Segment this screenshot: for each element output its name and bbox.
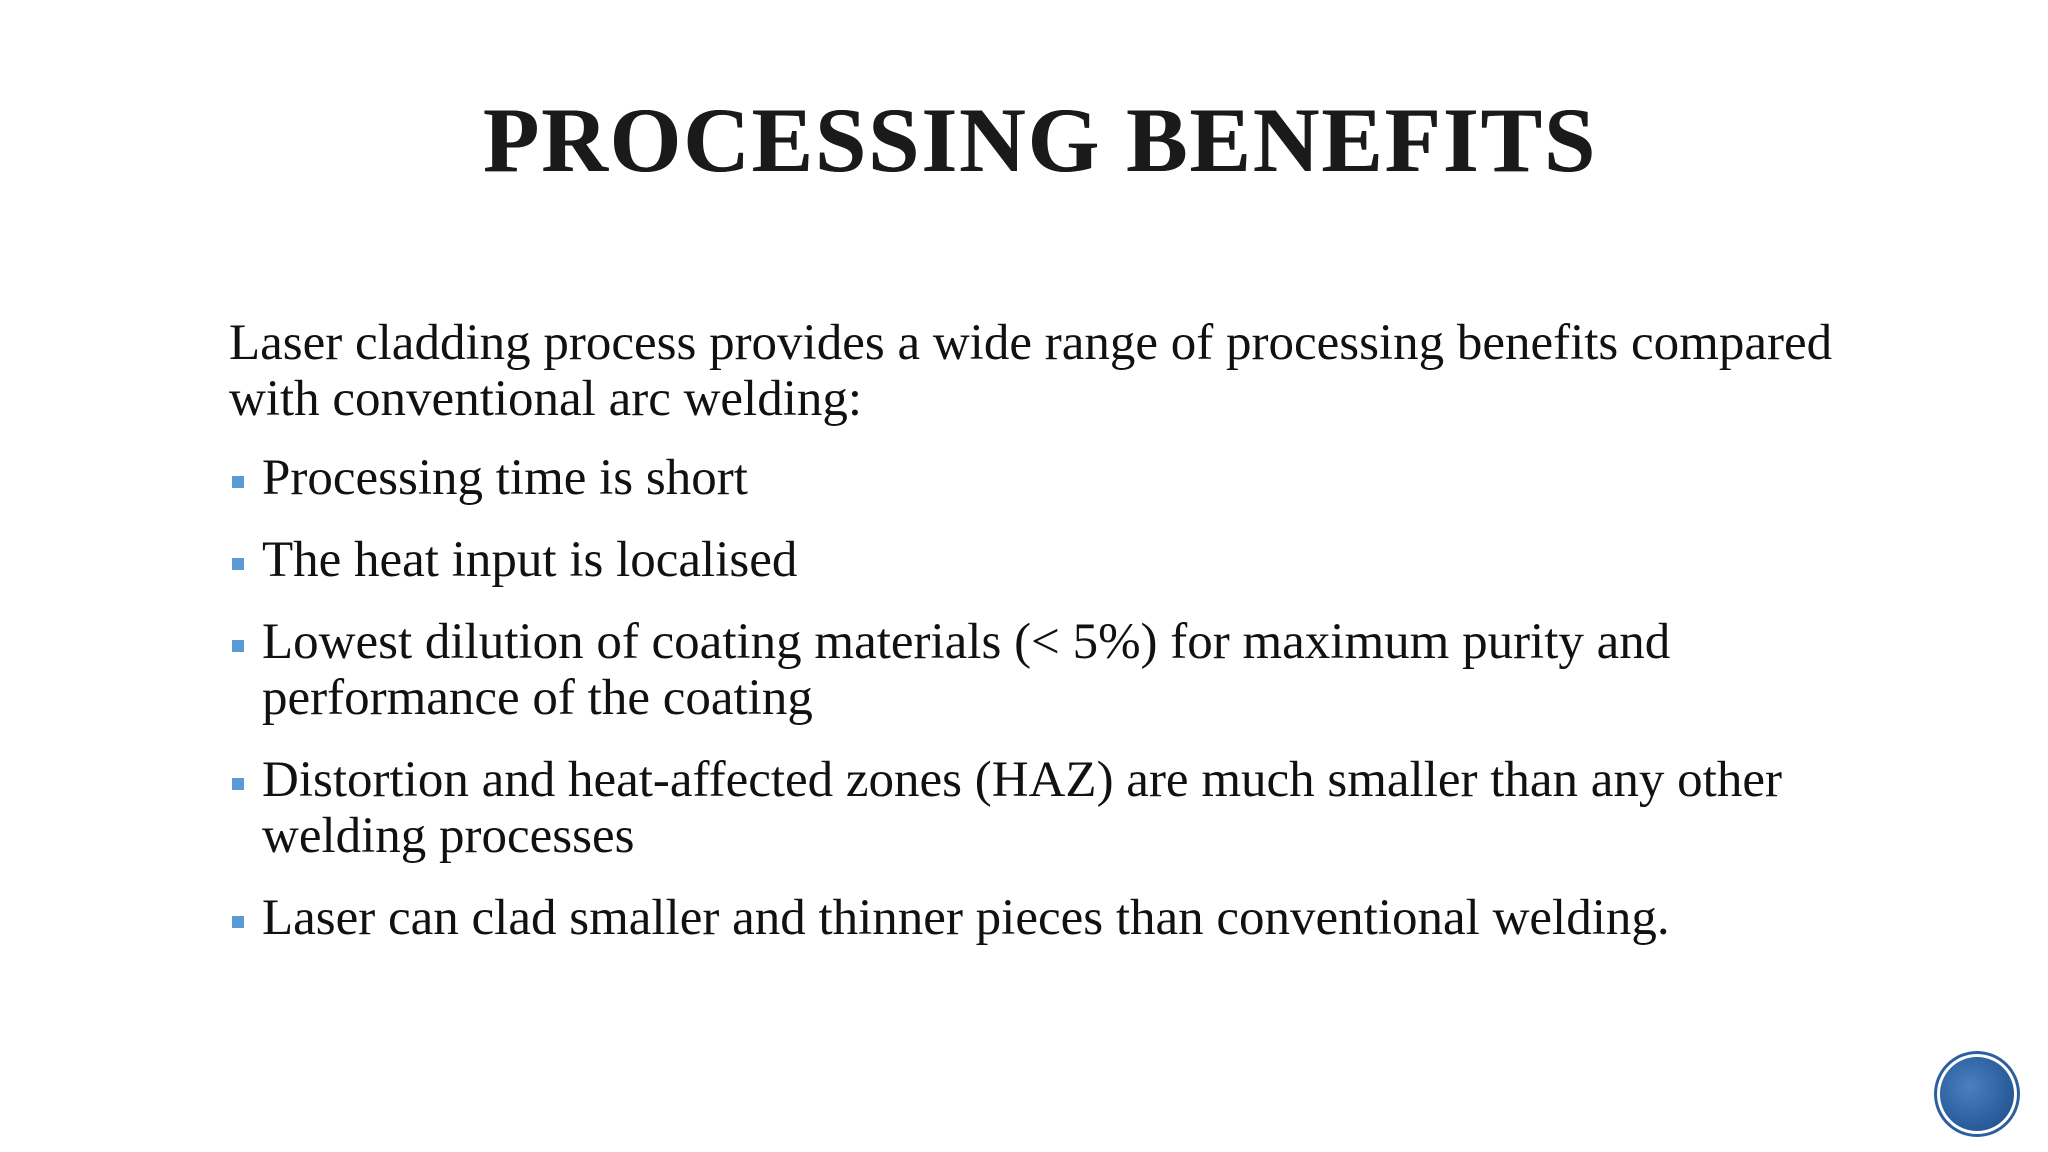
intro-paragraph: Laser cladding process provides a wide range of processing benefits compared with conventional arc welding: — [229, 315, 1833, 427]
square-bullet-icon — [232, 558, 244, 570]
list-item — [229, 614, 1869, 726]
square-bullet-icon — [232, 476, 244, 488]
square-bullet-icon — [232, 916, 244, 928]
bullet-text: Processing time is short — [262, 450, 748, 506]
slide-navigation-circle-icon[interactable] — [1940, 1057, 2014, 1131]
bullet-text: The heat input is localised — [262, 532, 798, 588]
square-bullet-icon — [232, 640, 244, 652]
list-item — [229, 532, 1869, 588]
bullet-list — [229, 450, 1869, 972]
bullet-text: Lowest dilution of coating materials (< 5%) for maximum purity and performance of the coating — [262, 614, 1671, 726]
list-item — [229, 890, 1869, 946]
list-item — [229, 450, 1869, 506]
slide-title: PROCESSING BENEFITS — [482, 89, 1598, 191]
bullet-text: Laser can clad smaller and thinner pieces than conventional welding. — [262, 890, 1670, 946]
bullet-text: Distortion and heat-affected zones (HAZ) are much smaller than any other welding processes — [262, 752, 1782, 864]
list-item — [229, 752, 1869, 864]
square-bullet-icon — [232, 778, 244, 790]
